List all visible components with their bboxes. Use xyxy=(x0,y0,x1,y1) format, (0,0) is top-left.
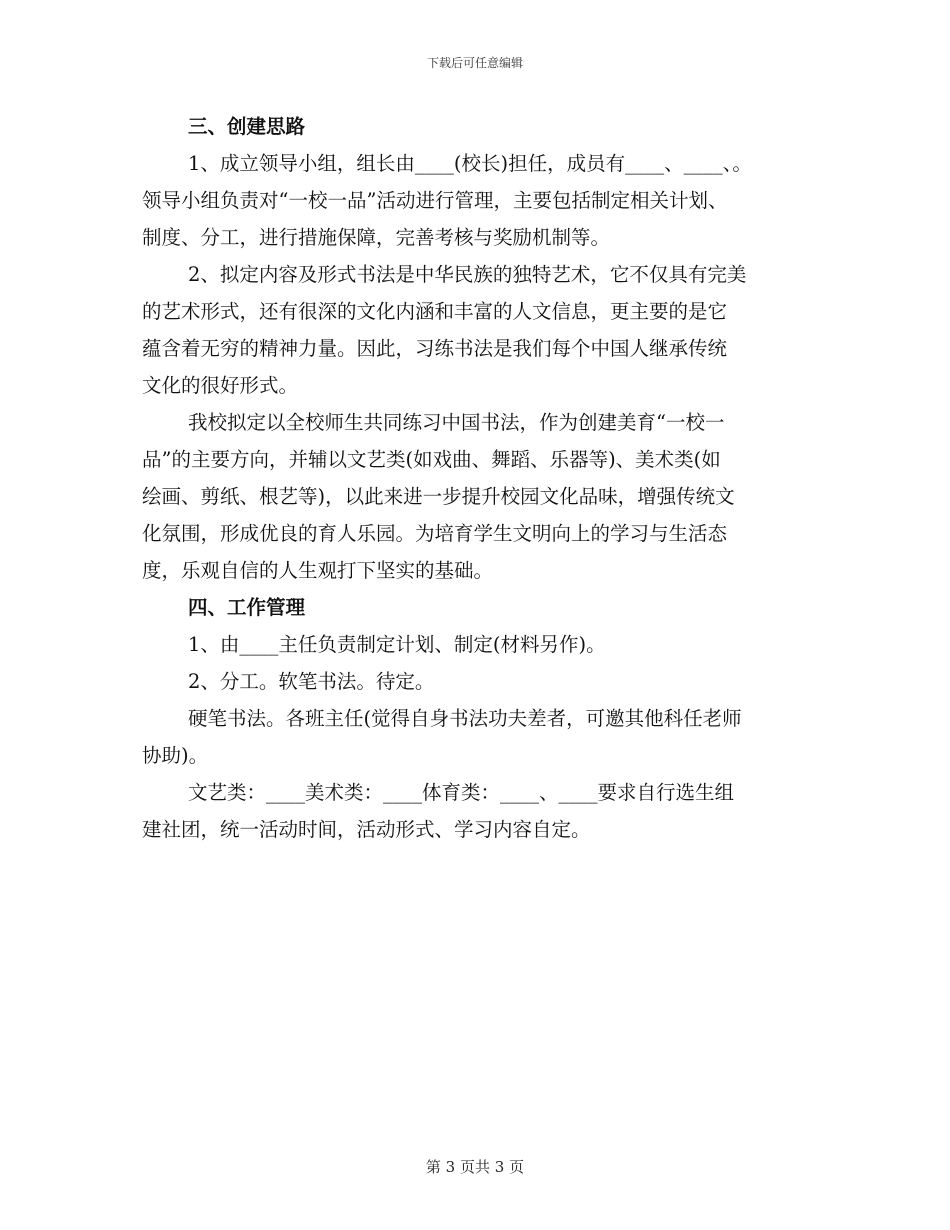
section-heading: 三、创建思路 xyxy=(188,115,306,138)
text-line: 绘画、剪纸、根艺等)，以此来进一步提升校园文化品味，增强传统文 xyxy=(142,485,735,508)
text-line: 的艺术形式，还有很深的文化内涵和丰富的人文信息，更主要的是它 xyxy=(142,300,728,323)
text-line: 度，乐观自信的人生观打下坚实的基础。 xyxy=(142,559,494,582)
text-line: 1、由____主任负责制定计划、制定(材料另作)。 xyxy=(188,633,606,656)
document-body xyxy=(142,108,810,848)
text-line: 我校拟定以全校师生共同练习中国书法，作为创建美育“一校一 xyxy=(188,411,725,434)
text-line: 品”的主要方向，并辅以文艺类(如戏曲、舞蹈、乐器等)、美术类(如 xyxy=(142,448,721,471)
text-line: 领导小组负责对“一校一品”活动进行管理，主要包括制定相关计划、 xyxy=(142,189,728,212)
page-header: 下载后可任意编辑 xyxy=(426,56,523,70)
text-line: 蕴含着无穷的精神力量。因此，习练书法是我们每个中国人继承传统 xyxy=(142,337,728,360)
text-line: 2、拟定内容及形式书法是中华民族的独特艺术，它不仅具有完美 xyxy=(188,263,747,286)
text-line: 文化的很好形式。 xyxy=(142,374,299,397)
text-line: 硬笔书法。各班主任(觉得自身书法功夫差者，可邀其他科任老师 xyxy=(188,707,742,730)
text-line: 制度、分工，进行措施保障，完善考核与奖励机制等。 xyxy=(142,226,611,249)
page-footer: 第 3 页共 3 页 xyxy=(425,1158,525,1176)
text-line: 1、成立领导小组，组长由____(校长)担任，成员有____、____、。 xyxy=(188,152,752,175)
section-heading: 四、工作管理 xyxy=(188,596,306,619)
text-line: 协助)。 xyxy=(142,744,209,767)
text-line: 文艺类：____美术类：____体育类：____、____要求自行选生组 xyxy=(188,781,735,804)
text-line: 建社团，统一活动时间，活动形式、学习内容自定。 xyxy=(142,818,591,841)
text-line: 化氛围，形成优良的育人乐园。为培育学生文明向上的学习与生活态 xyxy=(142,522,728,545)
text-line: 2、分工。软笔书法。待定。 xyxy=(188,670,435,693)
